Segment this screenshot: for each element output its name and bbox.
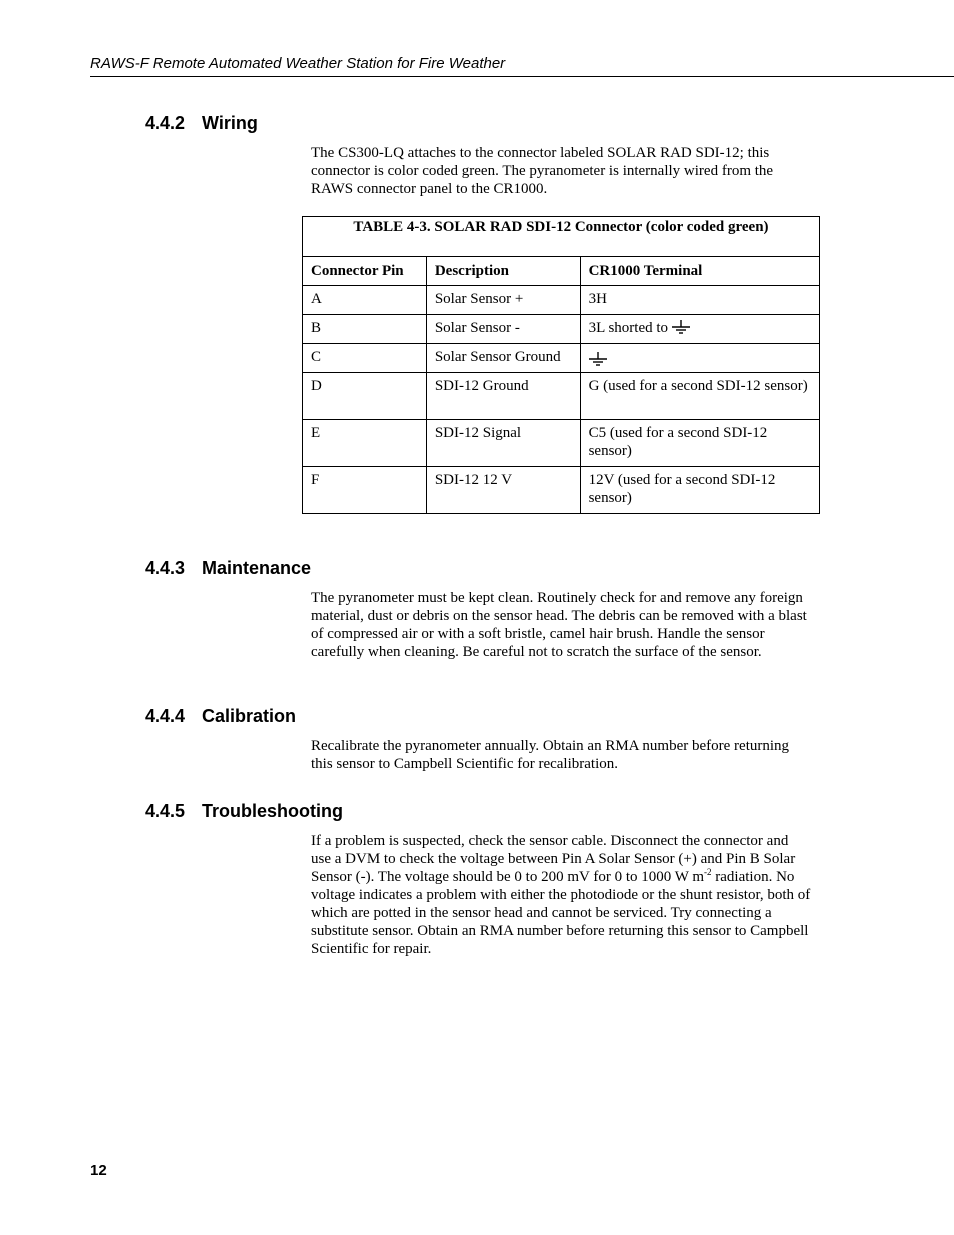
cell-terminal-text: 3L shorted to (588, 320, 669, 336)
connector-table (302, 216, 820, 514)
table-row (303, 373, 820, 420)
heading-troubleshooting (145, 801, 343, 822)
column-header-description: Description (426, 257, 580, 286)
column-header-pin: Connector Pin (303, 257, 427, 286)
cell-description: SDI-12 Signal (426, 420, 580, 467)
troubleshooting-paragraph (311, 832, 811, 958)
cell-description: SDI-12 Ground (426, 373, 580, 420)
table-header-row (303, 257, 820, 286)
cell-pin: E (303, 420, 427, 467)
heading-maintenance-number: 4.4.3 (145, 558, 186, 578)
troubleshooting-text-2: radiation. No voltage indicates a problem with either the photodiode or the shunt resistor, both of which are potted in the sensor head and cannot be serviced. Try connecting a substitute sensor. Obtain an RMA number before returning this sensor to Campbell Scientific for repair. (311, 869, 811, 957)
troubleshooting-superscript: -2 (704, 867, 712, 877)
maintenance-paragraph: The pyranometer must be kept clean. Routinely check for and remove any foreign material, dust or debris on the sensor head. The debris can be removed with a blast of compressed air or with a soft bristle, camel hair brush. Handle the sensor carefully when cleaning. Be careful not to scratch the surface of the sensor. (311, 590, 807, 660)
heading-maintenance (145, 558, 311, 579)
table-row (303, 286, 820, 315)
cell-terminal: 12V (used for a second SDI-12 sensor) (580, 467, 819, 514)
cell-terminal: G (used for a second SDI-12 sensor) (580, 373, 819, 420)
heading-troubleshooting-number: 4.4.5 (145, 801, 186, 821)
cell-description: Solar Sensor + (426, 286, 580, 315)
running-header (90, 55, 954, 77)
column-header-terminal: CR1000 Terminal (580, 257, 819, 286)
cell-pin: F (303, 467, 427, 514)
cell-pin: C (303, 344, 427, 373)
cell-terminal (580, 315, 819, 344)
calibration-paragraph: Recalibrate the pyranometer annually. Obtain an RMA number before returning this sensor to Campbell Scientific for recalibration. (311, 738, 790, 772)
cell-pin: D (303, 373, 427, 420)
cell-terminal: C5 (used for a second SDI-12 sensor) (580, 420, 819, 467)
heading-calibration (145, 706, 296, 727)
wiring-paragraph: The CS300-LQ attaches to the connector labeled SOLAR RAD SDI-12; this connector is color coded green. The pyranometer is internally wired from the RAWS connector panel to the CR1000. (311, 145, 774, 197)
table-caption: TABLE 4-3. SOLAR RAD SDI-12 Connector (color coded green) (303, 217, 820, 257)
heading-troubleshooting-title: Troubleshooting (202, 801, 343, 821)
running-header-title: RAWS-F Remote Automated Weather Station for Fire Weather (90, 55, 506, 72)
cell-terminal (580, 344, 819, 373)
heading-wiring (145, 113, 258, 134)
heading-wiring-title: Wiring (202, 113, 258, 133)
table-row (303, 315, 820, 344)
cell-terminal: 3H (580, 286, 819, 315)
troubleshooting-text-1: If a problem is suspected, check the sensor cable. Disconnect the connector and use a DVM to check the voltage between Pin A Solar Sensor (+) and Pin B Solar Sensor (-). The voltage should be 0 to 200 mV for 0 to 1000 W m (311, 833, 796, 885)
page-number: 12 (90, 1162, 107, 1179)
ground-icon (672, 320, 690, 334)
cell-pin: B (303, 315, 427, 344)
cell-description: Solar Sensor - (426, 315, 580, 344)
heading-maintenance-title: Maintenance (202, 558, 312, 578)
table-row (303, 467, 820, 514)
cell-pin: A (303, 286, 427, 315)
table-row (303, 344, 820, 373)
heading-calibration-number: 4.4.4 (145, 706, 186, 726)
ground-icon (589, 352, 607, 366)
heading-wiring-number: 4.4.2 (145, 113, 186, 133)
table-row (303, 420, 820, 467)
heading-calibration-title: Calibration (202, 706, 297, 726)
cell-description: Solar Sensor Ground (426, 344, 580, 373)
cell-description: SDI-12 12 V (426, 467, 580, 514)
